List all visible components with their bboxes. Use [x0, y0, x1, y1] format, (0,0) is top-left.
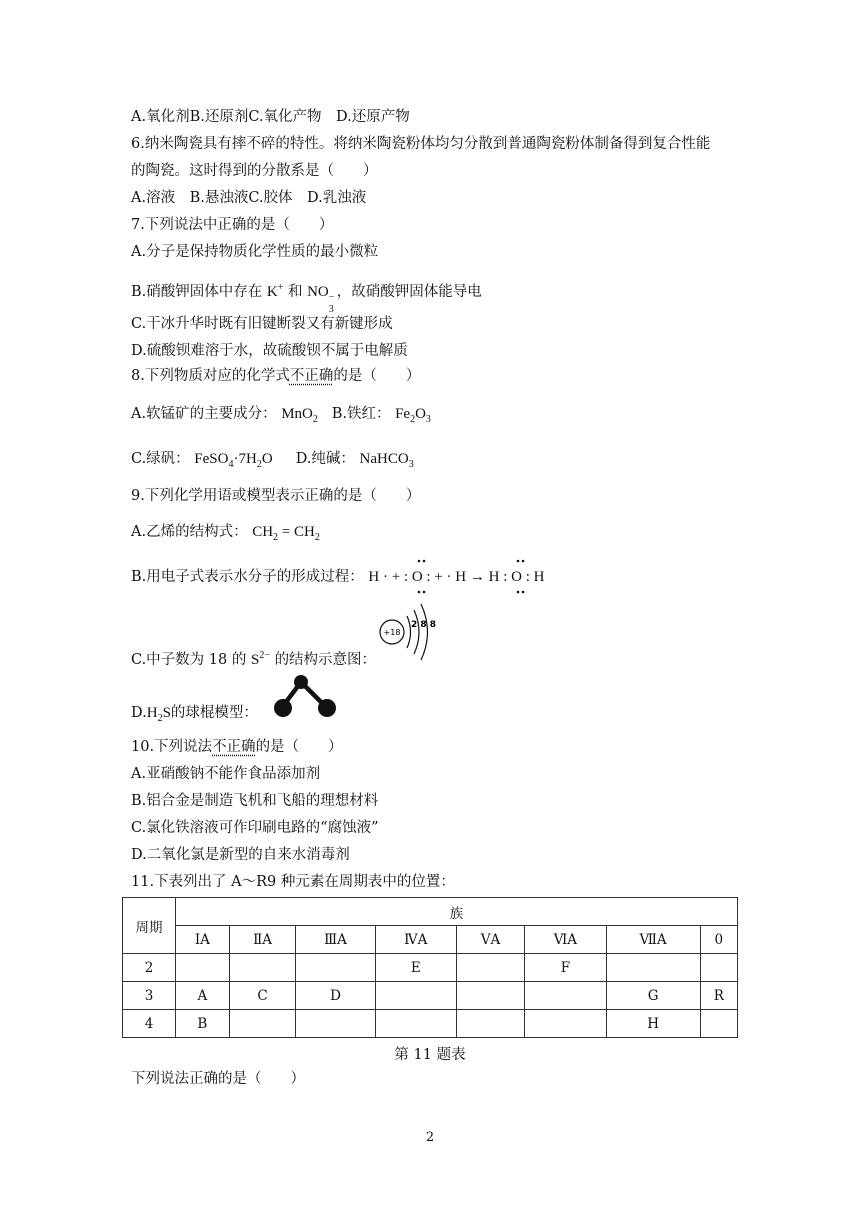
formula-h2s: $H_2S$	[146, 705, 171, 724]
table-cell: G	[606, 982, 700, 1010]
q9-option-b: B.用电子式表示水分子的形成过程： H · + : O : + · H → H : O : H	[131, 569, 545, 585]
table-cell: H	[606, 1010, 700, 1038]
atomic-structure-diagram	[374, 596, 444, 666]
formula-sulfide-ion: $S^{2-}$	[250, 650, 270, 668]
table-cell	[375, 1010, 456, 1038]
group-label: ⅥA	[525, 926, 606, 954]
q7b-and: 和	[287, 284, 303, 300]
q9-option-c: C.中子数为 18 的 $S^{2-}$ 的结构示意图：	[131, 650, 377, 668]
table-cell: C	[229, 982, 296, 1010]
table-cell	[229, 1010, 296, 1038]
table-cell	[456, 954, 524, 982]
group-label: ⅢA	[296, 926, 375, 954]
q6-options: A.溶液 B.悬浊液C.胶体 D.乳浊液	[131, 190, 367, 206]
period-label: 2	[123, 954, 176, 982]
period-label: 4	[123, 1010, 176, 1038]
q8-options-ab: A.软锰矿的主要成分： MnO$_2$ B.铁红： $Fe_2O_3$	[131, 406, 431, 425]
page-number: 2	[425, 1130, 435, 1145]
nucleus-charge: +18	[383, 628, 401, 637]
q10-stem: 10.下列说法不正确的是（ ）	[131, 739, 343, 755]
period-header: 周期	[123, 898, 176, 954]
table-cell	[229, 954, 296, 982]
shell-electrons: 2 8 8	[411, 620, 437, 630]
table-cell	[700, 1010, 737, 1038]
q7-option-b	[131, 278, 482, 315]
q7-option-d: D.硫酸钡难溶于水，故硫酸钡不属于电解质	[131, 343, 408, 359]
q7-option-c: C.干冰升华时既有旧键断裂又有新键形成	[131, 316, 393, 332]
formula-water-formation: H · + : O : + · H → H : O : H	[368, 569, 545, 585]
formula-ethylene: $CH_2 = CH_2$	[252, 524, 320, 543]
table-cell: E	[375, 954, 456, 982]
formula-feso4-7h2o: $FeSO_4\cdot 7H_2O$	[194, 451, 273, 470]
table-cell	[296, 954, 375, 982]
table-cell	[296, 1010, 375, 1038]
group-label: ⅤA	[456, 926, 524, 954]
q10-option-a: A.亚硝酸钠不能作食品添加剂	[131, 766, 321, 782]
periodic-table-excerpt	[122, 897, 738, 1038]
table-cell	[176, 954, 230, 982]
q11-stem: 11.下表列出了 A～R9 种元素在周期表中的位置：	[131, 874, 455, 890]
formula-fe2o3: $Fe_2O_3$	[395, 406, 431, 425]
formula-k-ion: K+	[266, 282, 284, 300]
q9-option-d: $D.H_2S$的球棍模型：	[131, 705, 258, 724]
table-cell: D	[296, 982, 375, 1010]
table-row	[123, 982, 738, 1010]
table-caption: 第 11 题表	[394, 1047, 466, 1063]
q5-options: A.氧化剂B.还原剂C.氧化产物 D.还原产物	[131, 109, 410, 125]
table-cell	[456, 982, 524, 1010]
q9-option-a: A.乙烯的结构式： $CH_2 = CH_2$	[131, 524, 320, 543]
q9-stem: 9.下列化学用语或模型表示正确的是（ ）	[131, 488, 421, 504]
table-cell: A	[176, 982, 230, 1010]
table-cell	[700, 954, 737, 982]
table-cell: R	[700, 982, 737, 1010]
q11-question: 下列说法正确的是（ ）	[131, 1071, 305, 1087]
q10-option-b: B.铝合金是制造飞机和飞船的理想材料	[131, 793, 379, 809]
q6-stem-line2: 的陶瓷。这时得到的分散系是（ ）	[131, 163, 378, 179]
q7b-text-pre: B.硝酸钾固体中存在	[131, 284, 263, 300]
period-label: 3	[123, 982, 176, 1010]
q7-stem: 7.下列说法中正确的是（ ）	[131, 217, 334, 233]
table-row	[123, 954, 738, 982]
table-cell	[375, 982, 456, 1010]
q10-option-c: C.氯化铁溶液可作印刷电路的“腐蚀液”	[131, 820, 379, 836]
table-cell: F	[525, 954, 606, 982]
formula-nitrate-ion: NO − 3	[307, 284, 335, 315]
table-cell	[525, 982, 606, 1010]
q6-stem-line1: 6.纳米陶瓷具有摔不碎的特性。将纳米陶瓷粉体均匀分散到普通陶瓷粉体制备得到复合性能	[131, 136, 711, 152]
table-cell	[606, 954, 700, 982]
group-label: ⅠA	[176, 926, 230, 954]
q8-options-cd: C.绿矾： $FeSO_4\cdot 7H_2O$ D.纯碱： NaHCO$_3$	[131, 451, 414, 470]
group-label: ⅡA	[229, 926, 296, 954]
group-header: 族	[176, 898, 738, 926]
table-cell	[456, 1010, 524, 1038]
h2s-ball-stick-model	[272, 673, 342, 719]
table-row	[123, 1010, 738, 1038]
emphasis-not-correct: 不正确	[289, 368, 334, 384]
group-label: ⅣA	[375, 926, 456, 954]
formula-nahco3: NaHCO$_3$	[359, 451, 414, 470]
q7-option-a: A.分子是保持物质化学性质的最小微粒	[131, 244, 379, 260]
emphasis-not-correct: 不正确	[212, 739, 256, 755]
q7b-text-post: ，故硝酸钾固体能导电	[336, 284, 482, 300]
table-cell: B	[176, 1010, 230, 1038]
group-label: 0	[700, 926, 737, 954]
formula-mno2: MnO$_2$	[281, 406, 318, 425]
group-label: ⅦA	[606, 926, 700, 954]
q8-stem: 8.下列物质对应的化学式不正确的是（ ）	[131, 368, 421, 384]
q10-option-d: D.二氧化氯是新型的自来水消毒剂	[131, 847, 350, 863]
table-cell	[525, 1010, 606, 1038]
